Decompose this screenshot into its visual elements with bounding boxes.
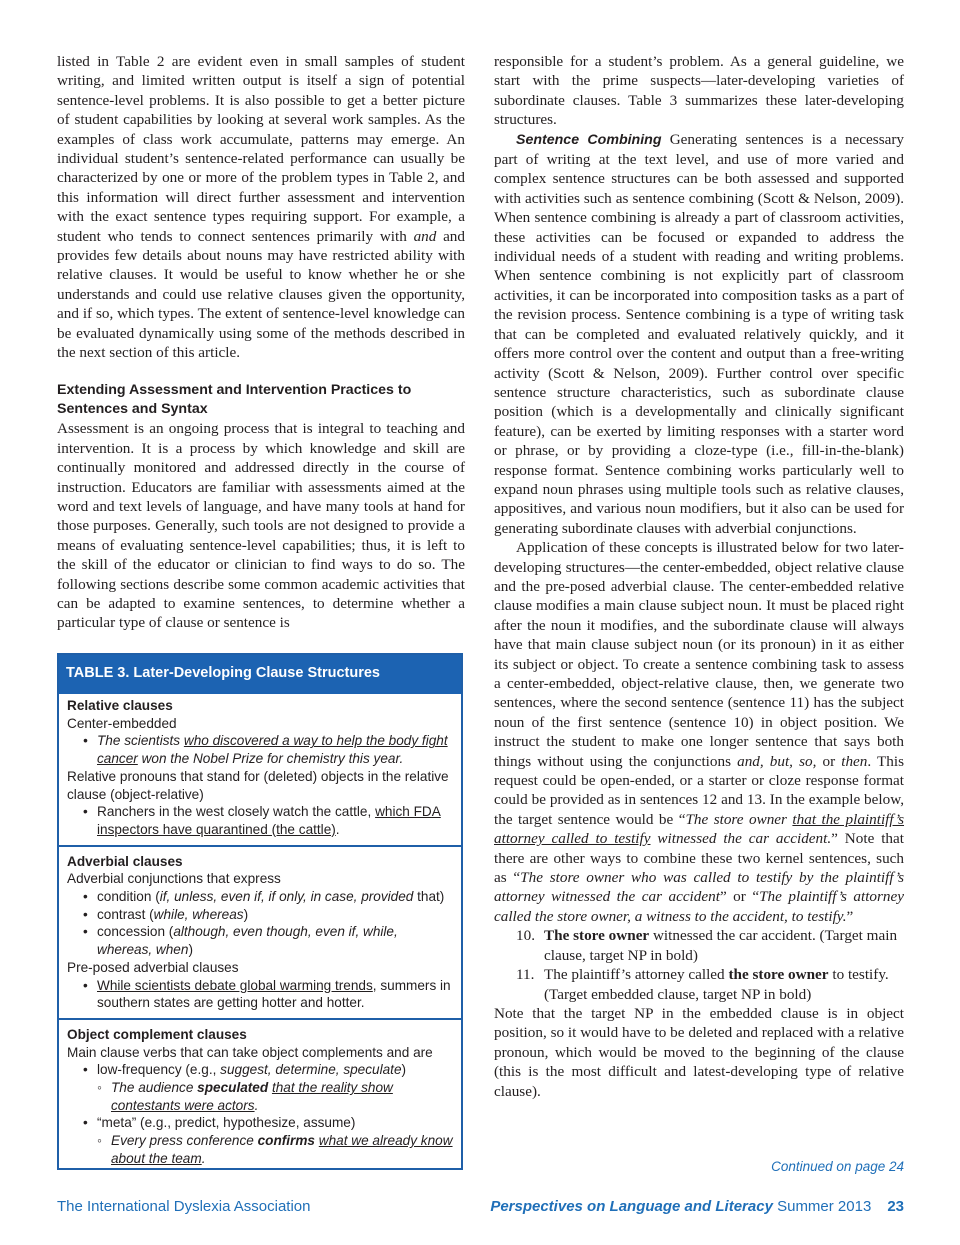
adverbial-conjunctions-label: Adverbial conjunctions that express <box>67 871 281 887</box>
example-sentence-11: 11. The plaintiff’s attorney called the store owner to testify. (Target embedded clause, target NP in bold) <box>516 966 889 1003</box>
object-complement-label: Main clause verbs that can take object complements and are <box>67 1044 433 1060</box>
section-heading: Extending Assessment and Intervention Practices to Sentences and Syntax <box>57 381 412 417</box>
low-frequency-example: ◦ The audience speculated that the reality show contestants were actors. <box>67 1079 455 1114</box>
object-relative-label: Relative pronouns that stand for (deleted) objects in the relative clause (object-relative) <box>67 768 449 802</box>
right-paragraph-4: Note that the target NP in the embedded clause is in object position, so it would have to be deleted and replaced with a relative pronoun, which would be moved to the beginning of the clause (this is the most difficult and latest-developing type of relative clause). <box>494 1004 904 1100</box>
contrast-item: • contrast (while, whereas) <box>67 906 455 924</box>
low-frequency-item: • low-frequency (e.g., suggest, determine, speculate) <box>67 1061 455 1079</box>
page-number: 23 <box>887 1198 904 1215</box>
center-embedded-label: Center-embedded <box>67 715 177 731</box>
object-complement-heading: Object complement clauses <box>67 1026 247 1042</box>
sentence-combining-paragraph: Sentence Combining Generating sentences is a necessary part of writing at the text level, and use of more varied and complex sentence structures can be both assessed and supported with activities such as sentence combining (Scott & Nelson, 2009). When sentence combining is already a part of classroom activities, these activities can be focused or expanded to address the individual needs of a student with reading and writing problems. When sentence combining is not explicitly part of classroom activities, it can be incorporated into composition tasks as a part of the revision process. Sentence combining is a type of writing task that can be completed and evaluated relatively quickly, and it offers more control over the content and output than a free-writing activity (Scott & Nelson, 2009). Further control over specific sentence structure characteristics, such as subordinate clause position (which is a developmentally and clinically significant feature), can be exerted by limiting responses with a starter word or phrase, or by providing a cloze-type (i.e., fill-in-the-blank) response format. Sentence combining works particularly well to expand noun phrases using multiple tools such as relative clauses, appositives, and various noun modifiers, but it also can be used for generating subordinate clauses with adverbial conjunctions. <box>494 130 904 537</box>
meta-example: ◦ Every press conference confirms what we already know about the team. <box>67 1132 455 1167</box>
right-column <box>494 52 904 1101</box>
left-paragraph-2: Assessment is an ongoing process that is integral to teaching and intervention. It is a process by which knowledge and skill are continually monitored and addressed directly in the course of instruction. Educators are familiar with assessments aimed at the word and text levels of language, and have many tools at hand for those purposes. Generally, such tools are not designed to provide a means of evaluating sentence-level capabilities; thus, it is left to the skill of the educator or clinician to find ways to do so. The following sections describe some common academic activities that can be adapted to examine sentences, to determine whether a particular type of clause or sentence is <box>57 420 465 632</box>
left-column <box>57 52 465 633</box>
sentence-combining-heading: Sentence Combining <box>516 131 662 148</box>
footer-journal: Perspectives on Language and Literacy <box>490 1198 773 1215</box>
meta-item: • “meta” (e.g., predict, hypothesize, assume) <box>67 1114 455 1132</box>
center-embedded-example: • The scientists who discovered a way to help the body fight cancer won the Nobel Prize for chemistry this year. <box>67 732 455 767</box>
adverbial-clauses-heading: Adverbial clauses <box>67 853 183 869</box>
pre-posed-label: Pre-posed adverbial clauses <box>67 959 239 975</box>
left-paragraph-1: listed in Table 2 are evident even in small samples of student writing, and limited written output is itself a sign of potential sentence-level problems. It is also possible to get a better picture of student capabilities by looking at several work samples. As the examples of class work accumulate, patterns may emerge. An individual student’s sentence-related performance can usually be characterized by one or more of the problem types in Table 2, and this information will direct further assessment and intervention with the exact sentence types requiring support. For example, a student who tends to connect sentences primarily with and and provides few details about nouns may have restricted ability with relative clauses. It would be useful to know whether he or she understands and could use relative clauses given the opportunity, and if so, which types. The extent of sentence-level knowledge can be evaluated dynamically using some of the methods described in the next section of this article. <box>57 53 465 362</box>
object-relative-example: • Ranchers in the west closely watch the cattle, which FDA inspectors have quarantined (the cattle). <box>67 803 455 838</box>
relative-clauses-section <box>59 694 461 845</box>
right-paragraph-1: responsible for a student’s problem. As a general guideline, we start with the prime suspects—later-developing varieties of subordinate clauses. Table 3 summarizes these later-developing structures. <box>494 53 904 129</box>
example-sentence-list <box>494 926 904 1004</box>
condition-item: • condition (if, unless, even if, if only, in case, provided that) <box>67 888 455 906</box>
object-complement-section <box>59 1018 461 1174</box>
relative-clauses-heading: Relative clauses <box>67 698 173 713</box>
footer-publication <box>490 1198 904 1215</box>
pre-posed-example: • While scientists debate global warming trends, summers in southern states are getting hotter and hotter. <box>67 977 455 1012</box>
table-3 <box>57 653 463 1170</box>
concession-item: • concession (although, even though, even if, while, whereas, when) <box>67 923 455 958</box>
adverbial-clauses-section <box>59 845 461 1018</box>
footer-organization: The International Dyslexia Association <box>57 1198 311 1215</box>
table-3-title: TABLE 3. Later-Developing Clause Structures <box>59 655 461 694</box>
application-paragraph: Application of these concepts is illustrated below for two later-developing structures—the center-embedded, object relative clause and the pre-posed adverbial clause. The center-embedded relative clause modifies a main clause subject noun. It must be placed right after the noun it modifies, and the subordinate clause will always have that main clause subject noun (or its pronoun) in it as either its subject or object. To create a sentence combining task to assess a center-embedded, object-relative clause, then, we generate two sentences, where the second sentence (sentence 11) has the subject noun of the first sentence (sentence 10) in object position. We instruct the student to make one longer sentence that says both things without using the conjunctions and, but, so, or then. This request could be open-ended, or a starter or cloze response format could be provided as in sentences 12 and 13. In the example below, the target sentence would be “The store owner that the plaintiff’s attorney called to testify witnessed the car accident.” Note that there are other ways to combine these two kernel sentences, such as “The store owner who was called to testify by the plaintiff’s attorney witnessed the car accident” or “The plaintiff’s attorney called the store owner, a witness to the accident, to testify.” <box>494 539 905 925</box>
footer-issue: Summer 2013 <box>777 1198 872 1215</box>
example-sentence-10: 10. The store owner witnessed the car accident. (Target main clause, target NP in bold) <box>516 927 898 964</box>
continued-link[interactable]: Continued on page 24 <box>771 1159 904 1174</box>
